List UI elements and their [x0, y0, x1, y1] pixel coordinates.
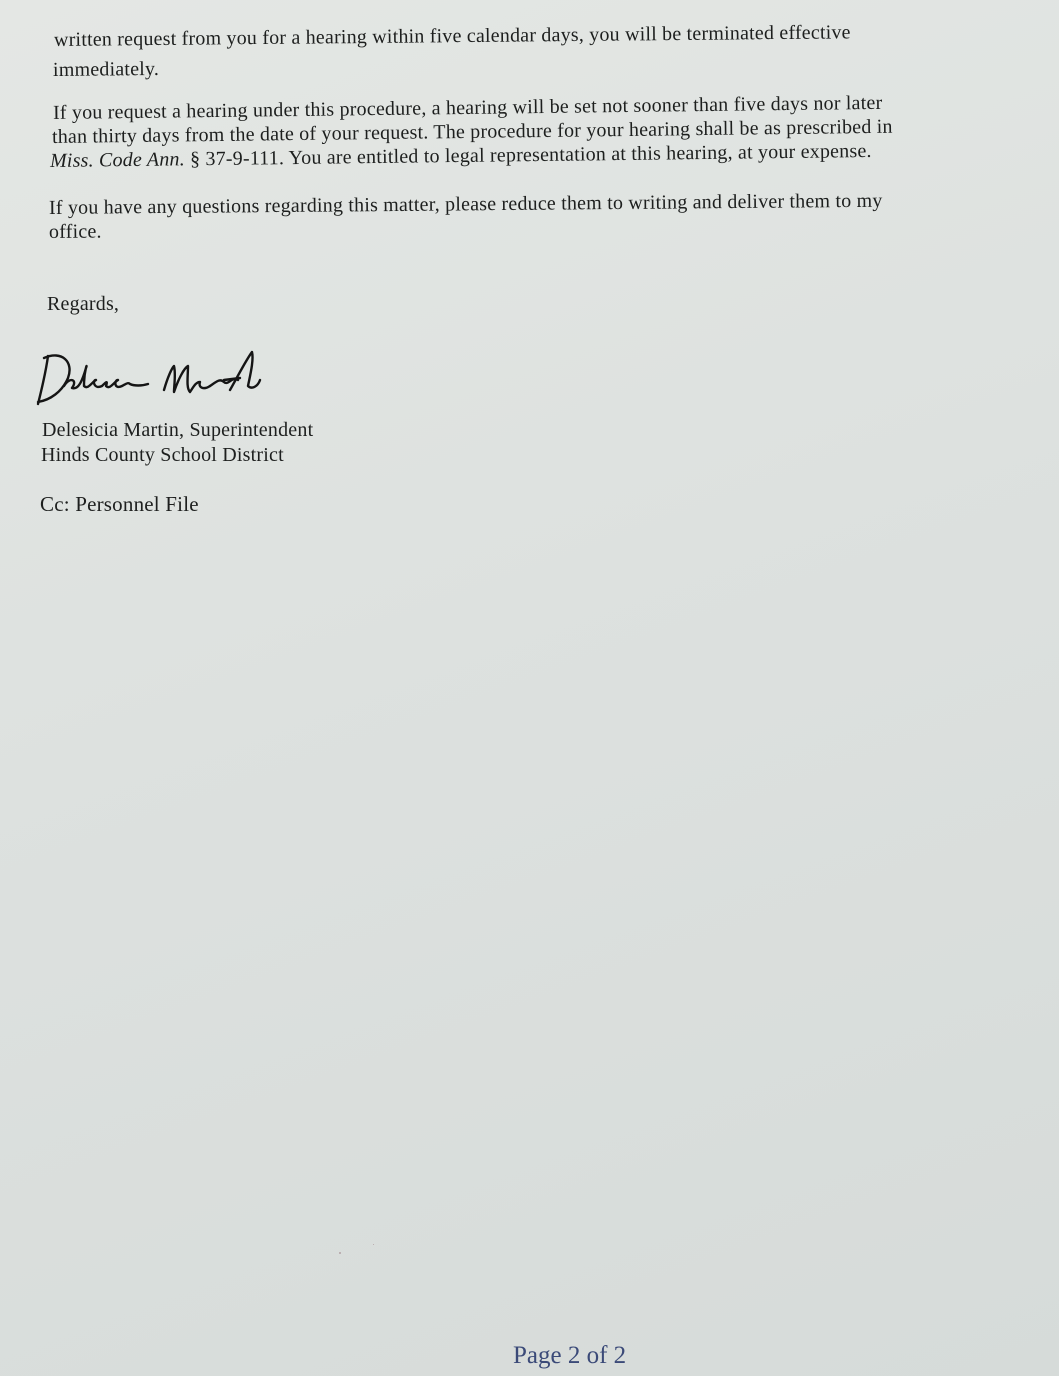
- body-paragraph-3-line-2: office.: [48, 220, 102, 243]
- body-paragraph-1-line-2: immediately.: [52, 57, 160, 81]
- closing-salutation: Regards,: [47, 293, 120, 315]
- body-paragraph-2-line-2: than thirty days from the date of your request. The procedure for your hearing shall be as prescribed in: [51, 115, 893, 148]
- body-paragraph-2-line-1: If you request a hearing under this procedure, a hearing will be set not sooner than five days nor later: [52, 91, 883, 124]
- carbon-copy-line: Cc: Personnel File: [40, 492, 199, 516]
- code-citation: Miss. Code Ann.: [49, 148, 185, 172]
- paper-speck: [339, 1252, 341, 1254]
- handwritten-signature: [34, 346, 264, 412]
- body-paragraph-3-line-1: If you have any questions regarding this matter, please reduce them to writing and deliver them to my: [48, 189, 883, 219]
- body-paragraph-1-line-1: written request from you for a hearing within five calendar days, you will be terminated effective: [53, 21, 851, 51]
- signer-name-title: Delesicia Martin, Superintendent: [42, 419, 314, 441]
- signer-organization: Hinds County School District: [41, 444, 284, 466]
- paper-speck: [373, 1244, 374, 1245]
- citation-remainder: § 37-9-111. You are entitled to legal representation at this hearing, at your expense.: [184, 139, 872, 171]
- page-number-footer: Page 2 of 2: [513, 1342, 627, 1369]
